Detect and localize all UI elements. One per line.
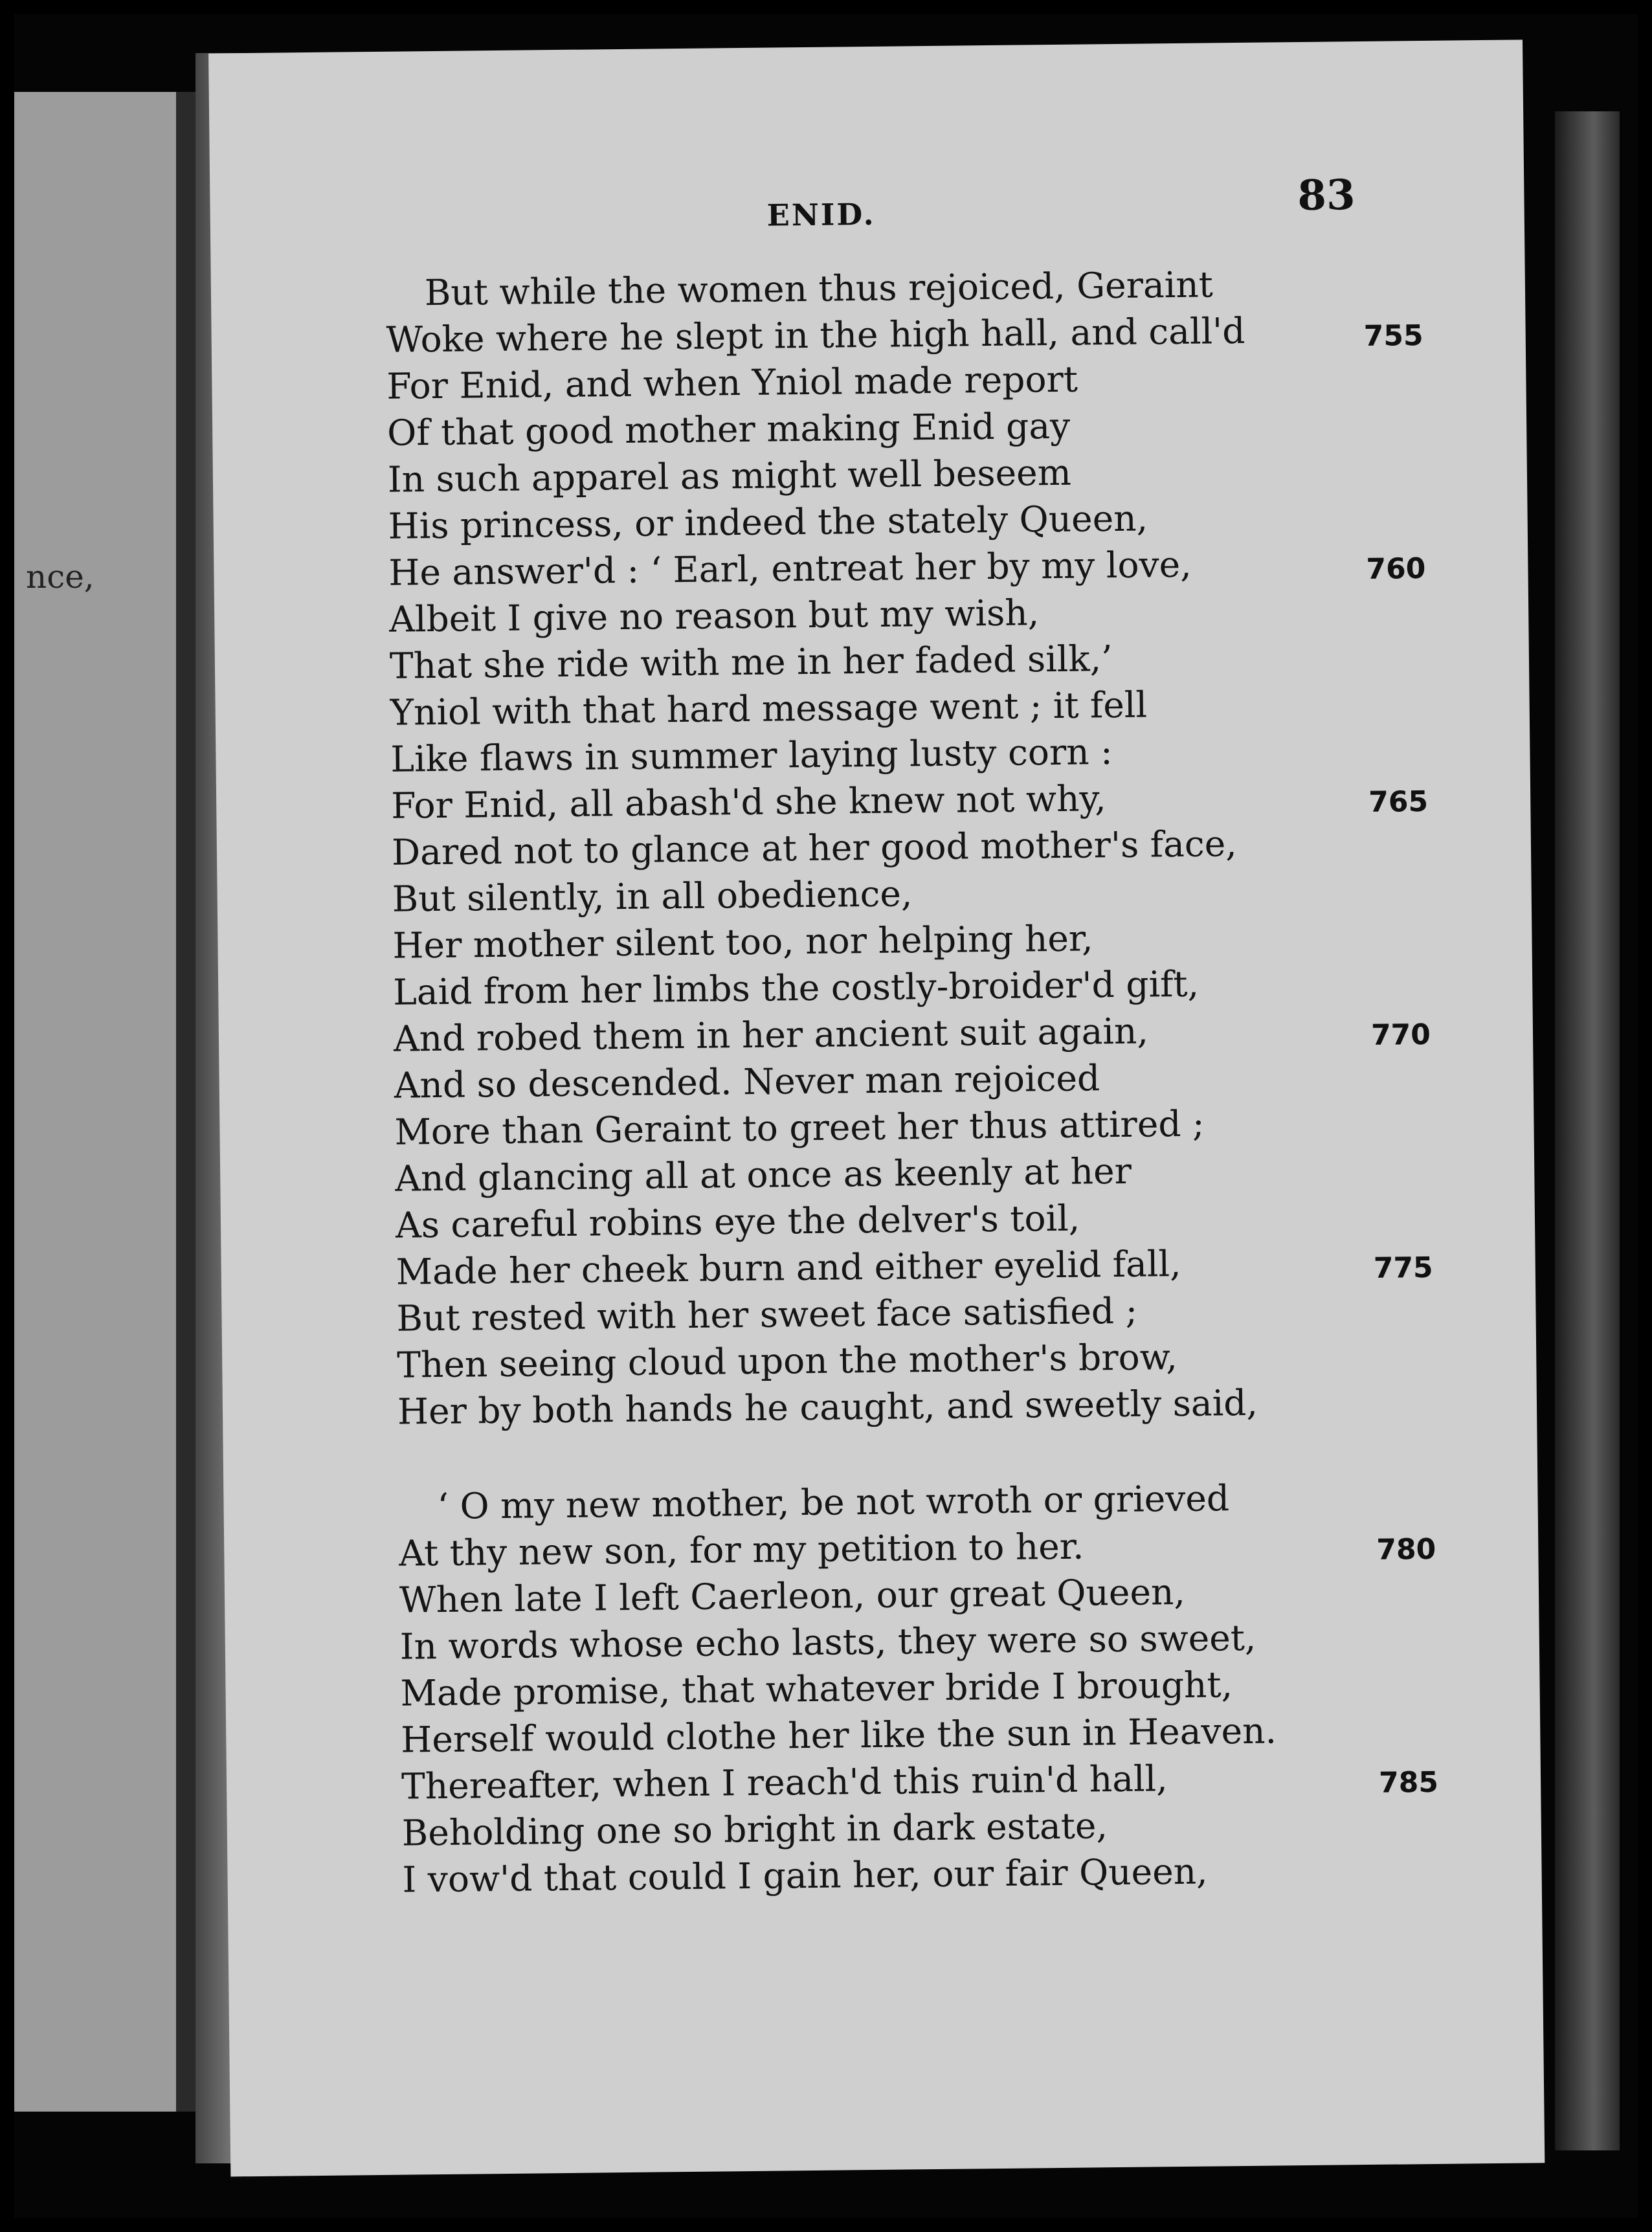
poem-line: Then seeing cloud upon the mother's brow, <box>396 1336 1178 1386</box>
poem-line: When late I left Caerleon, our great Queen, <box>399 1570 1186 1621</box>
poem-line: Beholding one so bright in dark estate, <box>401 1805 1108 1854</box>
poem-line: Made her cheek burn and either eyelid fall, <box>396 1242 1181 1293</box>
poem-line: I vow'd that could I gain her, our fair Queen, <box>402 1850 1208 1901</box>
line-number: 775 <box>1373 1251 1433 1285</box>
poem-line: Woke where he slept in the high hall, and call'd <box>386 309 1245 361</box>
poem-line: In such apparel as might well beseem <box>387 451 1072 500</box>
poem-line: Dared not to glance at her good mother's face, <box>391 823 1238 873</box>
poem-line: Her mother silent too, nor helping her, <box>392 917 1093 966</box>
poem-line: Thereafter, when I reach'd this ruin'd hall, <box>401 1758 1168 1807</box>
line-number: 755 <box>1363 319 1423 353</box>
poem-line: Albeit I give no reason but my wish, <box>388 592 1040 640</box>
poem-line: Herself would clothe her like the sun in Heaven. <box>401 1710 1277 1761</box>
poem-line: As careful robins eye the delver's toil, <box>395 1197 1080 1246</box>
scan-frame <box>14 14 1638 2218</box>
poem-line: In words whose echo lasts, they were so sweet, <box>399 1616 1256 1668</box>
poem-line: For Enid, and when Yniol made report <box>386 358 1078 407</box>
poem-line: Her by both hands he caught, and sweetly said, <box>397 1381 1258 1433</box>
page-edge-right <box>1555 111 1620 2150</box>
poem-line: For Enid, all abash'd she knew not why, <box>390 777 1107 827</box>
poem-line: His princess, or indeed the stately Queen, <box>388 497 1148 547</box>
poem-line: That she ride with me in her faded silk,’ <box>389 638 1113 687</box>
poem-line: Of that good mother making Enid gay <box>386 405 1071 454</box>
poem-line: At thy new son, for my petition to her. <box>399 1525 1084 1574</box>
line-number: 780 <box>1376 1532 1436 1567</box>
left-page-edge <box>14 92 176 2112</box>
gutter-shadow <box>176 92 195 2112</box>
poem-line: But while the women thus rejoiced, Geraint <box>424 263 1214 314</box>
poem-line: And glancing all at once as keenly at her <box>394 1150 1132 1200</box>
poem-line: ‘ O my new mother, be not wroth or grieved <box>437 1477 1230 1528</box>
poem-line: And so descended. Never man rejoiced <box>394 1057 1100 1106</box>
poem-line: Laid from her limbs the costly-broider'd gift, <box>392 963 1200 1013</box>
line-number: 760 <box>1366 552 1426 586</box>
poem-line: Made promise, that whatever bride I brought, <box>400 1664 1233 1714</box>
running-head: ENID. <box>766 196 876 233</box>
poem-line: And robed them in her ancient suit again, <box>393 1010 1149 1060</box>
left-page-fragment: nce, <box>26 558 95 596</box>
poem-line: Like flaws in summer laying lusty corn : <box>390 731 1113 780</box>
poem-line: But silently, in all obedience, <box>392 873 913 920</box>
poem-line: Yniol with that hard message went ; it fell <box>390 684 1148 733</box>
poem-line: He answer'd : ‘ Earl, entreat her by my love, <box>388 543 1192 594</box>
book-page <box>208 39 1545 2176</box>
page-number: 83 <box>1297 171 1356 221</box>
poem-line: But rested with her sweet face satisfied ; <box>396 1289 1138 1339</box>
line-number: 770 <box>1370 1018 1431 1052</box>
line-number: 765 <box>1368 785 1429 819</box>
line-number: 785 <box>1378 1765 1439 1800</box>
poem-line: More than Geraint to greet her thus attired ; <box>394 1102 1205 1153</box>
